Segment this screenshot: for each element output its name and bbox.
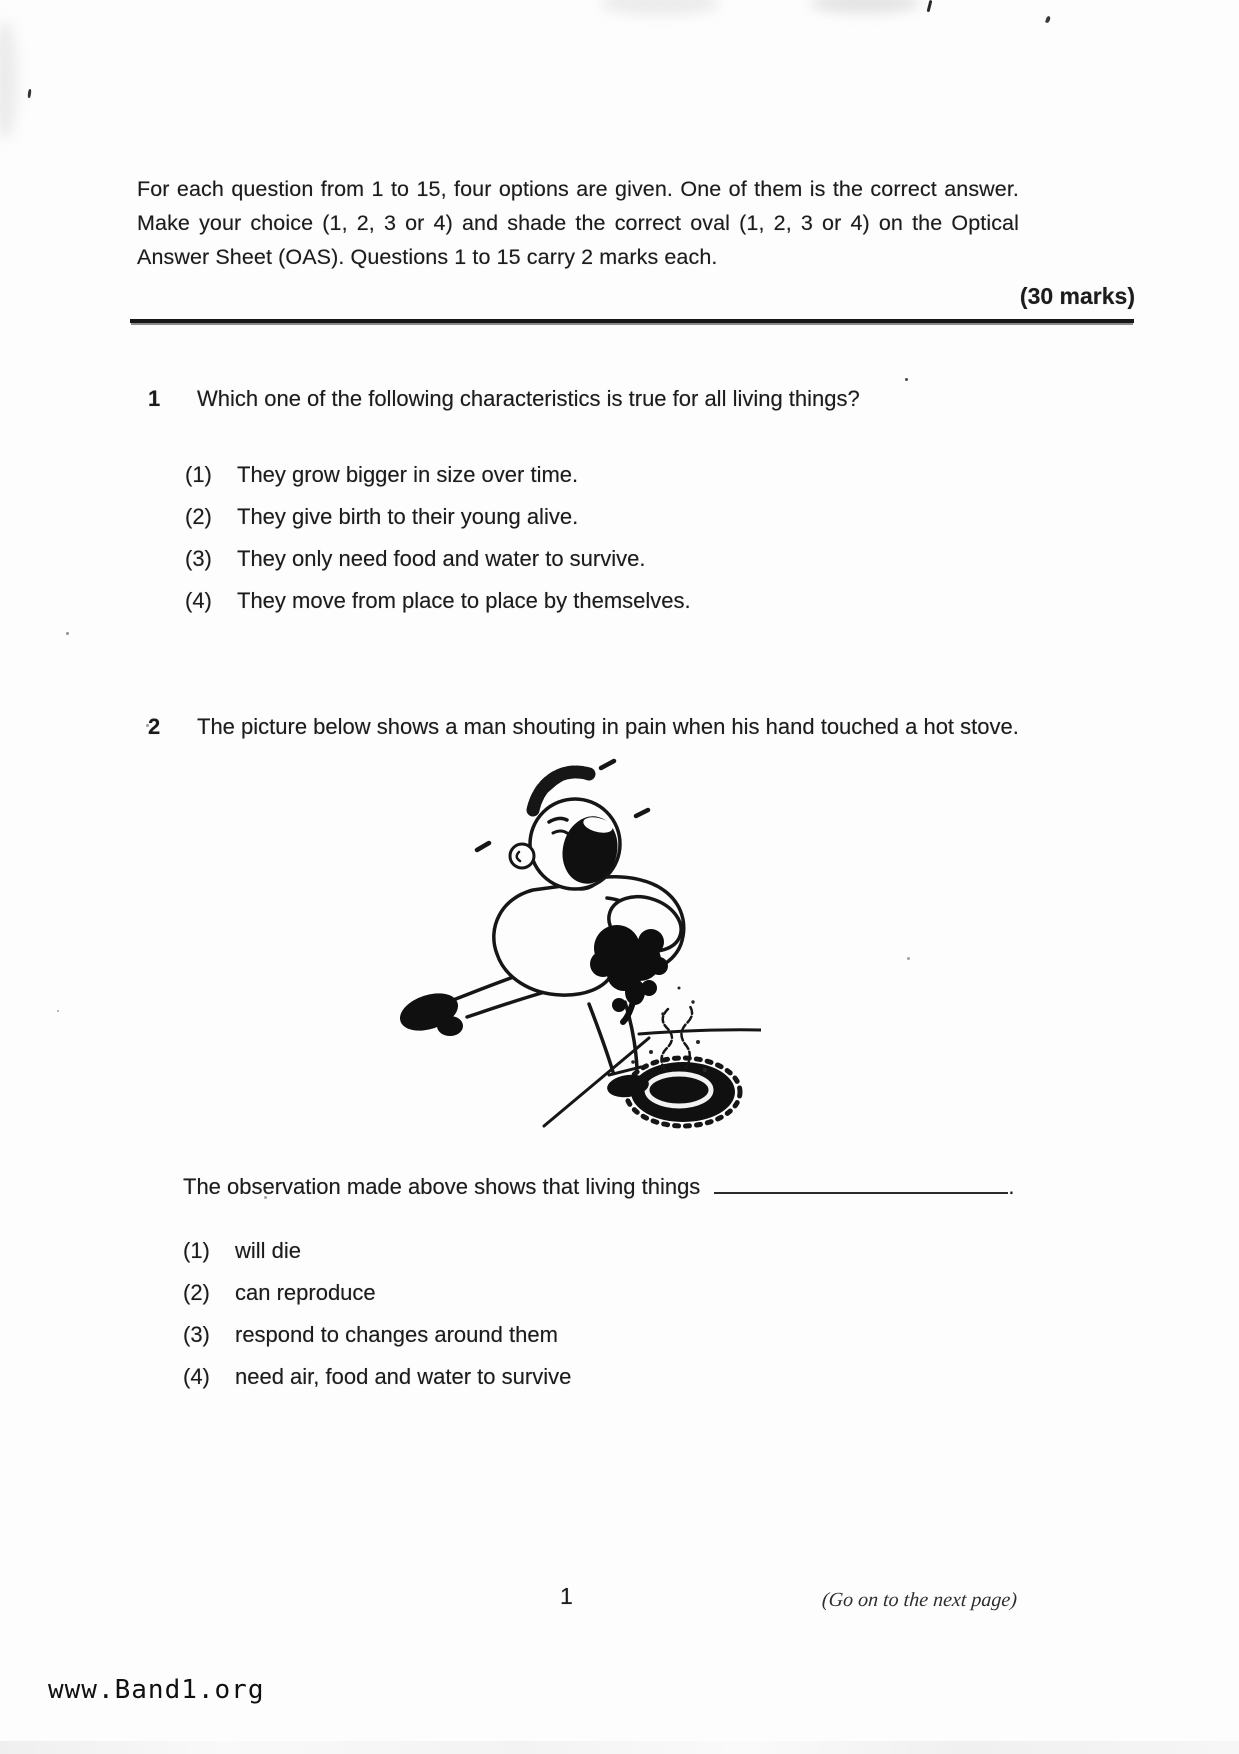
- option-text: respond to changes around them: [235, 1322, 558, 1347]
- observation-text: The observation made above shows that living things: [183, 1174, 701, 1199]
- question-1-number: 1: [148, 386, 161, 411]
- instructions-paragraph: For each question from 1 to 15, four options are given. One of them is the correct answer. Make your choice (1, 2, 3 or 4) and shade the correct oval (1, 2, 3 or 4) on the Optical Answer Sheet (OAS). Questions 1 to 15 carry 2 marks each.: [137, 177, 1019, 269]
- question-1-option-2: [185, 504, 578, 530]
- option-label: (1): [183, 1238, 210, 1263]
- question-2-option-3: [183, 1322, 558, 1348]
- option-text: will die: [235, 1238, 302, 1263]
- option-text: They move from place to place by themselves.: [237, 588, 691, 613]
- question-1: [148, 386, 1048, 412]
- figure-man-hot-stove: [393, 752, 761, 1154]
- section-divider: [130, 319, 1134, 323]
- question-2-text: The picture below shows a man shouting in pain when his hand touched a hot stove.: [197, 714, 1019, 739]
- option-label: (4): [183, 1364, 210, 1389]
- option-label: (2): [185, 504, 212, 529]
- question-1-option-3: [185, 546, 645, 572]
- answer-blank-line: [714, 1168, 1008, 1194]
- option-label: (3): [185, 546, 212, 571]
- option-label: (1): [185, 462, 212, 487]
- option-text: need air, food and water to survive: [235, 1364, 572, 1389]
- question-1-option-4: [185, 588, 691, 614]
- question-2-option-1: [183, 1238, 301, 1264]
- watermark-url: www.Band1.org: [48, 1675, 265, 1705]
- question-1-option-1: [185, 462, 578, 488]
- observation-period: .: [1008, 1174, 1015, 1199]
- option-text: can reproduce: [235, 1280, 376, 1305]
- page-number: 1: [560, 1583, 573, 1609]
- question-2-option-2: [183, 1280, 376, 1306]
- question-2-number: 2: [148, 714, 161, 739]
- go-on-note: (Go on to the next page): [821, 1589, 1018, 1611]
- marks-label: (30 marks): [1019, 283, 1135, 309]
- option-text: They grow bigger in size over time.: [237, 462, 579, 487]
- option-label: (4): [185, 588, 212, 613]
- question-2: [148, 714, 1108, 740]
- observation-sentence: [183, 1168, 1014, 1200]
- option-label: (3): [183, 1322, 210, 1347]
- question-1-text: Which one of the following characteristics is true for all living things?: [197, 386, 860, 411]
- option-text: They give birth to their young alive.: [237, 504, 579, 529]
- option-label: (2): [183, 1280, 210, 1305]
- question-2-option-4: [183, 1364, 571, 1390]
- option-text: They only need food and water to survive.: [237, 546, 646, 571]
